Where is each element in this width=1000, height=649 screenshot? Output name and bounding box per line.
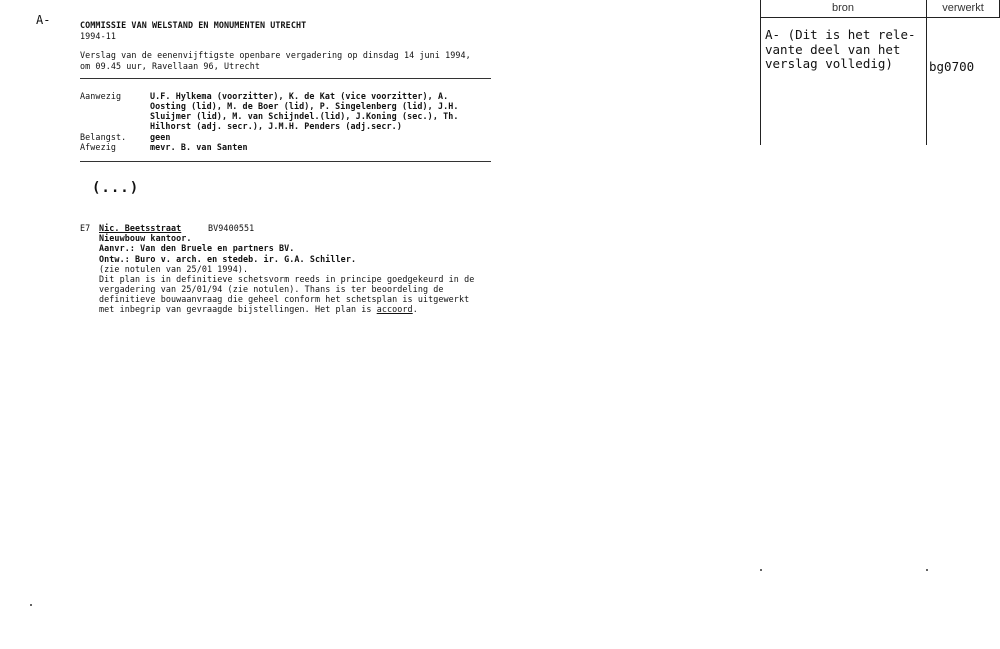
present-label: Aanwezig bbox=[80, 91, 122, 101]
bron-cell: A- (Dit is het rele- vante deel van het verslag volledig) bbox=[765, 27, 916, 71]
present-line: Hilhorst (adj. secr.), J.M.H. Penders (adj.secr.) bbox=[150, 121, 402, 131]
table-header-divider bbox=[760, 17, 1000, 18]
interested-value: geen bbox=[150, 132, 171, 142]
scan-speck bbox=[926, 569, 928, 571]
present-line: Sluijmer (lid), M. van Schijndel.(lid), J.Koning (sec.), Th. bbox=[150, 111, 459, 121]
column-header-verwerkt: verwerkt bbox=[942, 2, 984, 14]
omission-marker: (...) bbox=[92, 180, 140, 196]
meeting-description-line-1: Verslag van de eenenvijftigste openbare vergadering op dinsdag 14 juni 1994, bbox=[80, 50, 471, 60]
absent-value: mevr. B. van Santen bbox=[150, 142, 248, 152]
item-description-line: Nieuwbouw kantoor. bbox=[99, 233, 192, 243]
item-text-line: definitieve bouwaanvraag die geheel conform het schetsplan is uitgewerkt bbox=[99, 294, 470, 304]
item-applicant-line: Aanvr.: Van den Bruele en partners BV. bbox=[99, 243, 295, 253]
attendance-divider bbox=[80, 161, 491, 162]
scan-speck bbox=[30, 604, 32, 606]
item-text-line: vergadering van 25/01/94 (zie notulen). Thans is ter beoordeling de bbox=[99, 284, 444, 294]
item-text-line: (zie notulen van 25/01 1994). bbox=[99, 264, 249, 274]
item-reference: BV9400551 bbox=[208, 223, 255, 233]
table-border-middle bbox=[926, 0, 927, 145]
item-text-line: met inbegrip van gevraagde bijstellingen. Het plan is bbox=[99, 304, 377, 314]
item-verdict: accoord bbox=[376, 304, 413, 314]
column-header-bron: bron bbox=[831, 2, 855, 14]
meeting-description-line-2: om 09.45 uur, Ravellaan 96, Utrecht bbox=[80, 61, 260, 71]
item-text-line: Dit plan is in definitieve schetsvorm reeds in principe goedgekeurd in de bbox=[99, 274, 475, 284]
present-line: U.F. Hylkema (voorzitter), K. de Kat (vice voorzitter), A. bbox=[150, 91, 449, 101]
present-line: Oosting (lid), M. de Boer (lid), P. Singelenberg (lid), J.H. bbox=[150, 101, 459, 111]
item-designer-line: Ontw.: Buro v. arch. en stedeb. ir. G.A. Schiller. bbox=[99, 254, 357, 264]
document-number: 1994-11 bbox=[80, 31, 116, 41]
verwerkt-cell: bg0700 bbox=[929, 59, 975, 74]
item-street: Nic. Beetsstraat bbox=[99, 223, 182, 233]
item-verdict-end: . bbox=[412, 304, 418, 314]
item-code: E7 bbox=[80, 223, 91, 233]
item-verdict-line bbox=[99, 304, 418, 314]
scan-speck bbox=[760, 569, 762, 571]
margin-mark: A- bbox=[36, 13, 51, 27]
absent-label: Afwezig bbox=[80, 142, 116, 152]
document-title: COMMISSIE VAN WELSTAND EN MONUMENTEN UTRECHT bbox=[80, 20, 307, 30]
header-divider bbox=[80, 78, 491, 79]
table-border-left bbox=[760, 0, 761, 145]
interested-label: Belangst. bbox=[80, 132, 127, 142]
